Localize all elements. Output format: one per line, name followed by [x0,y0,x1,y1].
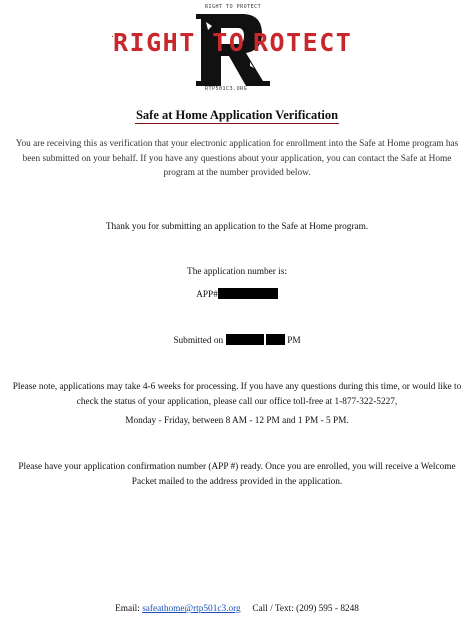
submitted-line [12,334,462,349]
phone-label: Call / Text: [252,604,294,614]
email-link[interactable]: safeathome@rtp501c3.org [142,604,241,614]
confirmation-note: Please have your application confirmation number (APP #) ready. Once you are enrolled, you will receive a Welcome Packet mailed to the address provided in the application. [18,462,456,487]
document-title-text: Safe at Home Application Verification [135,108,339,122]
redacted-submission-date [226,334,264,345]
email-label: Email: [115,604,140,614]
app-prefix: APP# [196,290,218,300]
logo-tagline-bottom: RTP501C3.ORG [205,86,248,92]
contact-footer [0,602,474,616]
document-title [0,106,474,124]
thanks-paragraph: Thank you for submitting an application to the Safe at Home program. [105,222,369,232]
right-to-protect-logo [0,0,474,100]
logo-word-right: ROTECT [253,28,353,57]
redacted-application-number [218,288,278,299]
logo-tagline-top: RIGHT TO PROTECT [205,4,262,10]
submitted-suffix: PM [287,336,301,346]
logo-word-left: RIGHT TO [113,28,246,57]
redacted-submission-time [266,334,285,345]
application-number-line [12,288,462,303]
office-hours: Monday - Friday, between 8 AM - 12 PM and 1 PM - 5 PM. [125,416,349,426]
phone-number: (209) 595 - 8248 [296,604,359,614]
processing-note: Please note, applications may take 4-6 weeks for processing. If you have any questions during this time, or would like to check the status of your application, please call our office toll-free at 1-877-322-5227, [12,382,462,407]
intro-paragraph: You are receiving this as verification that your electronic application for enrollment into the Safe at Home program has been submitted on your behalf. If you have any questions about your application, you can contact the Safe at Home program at the number provided below. [15,139,459,178]
submitted-prefix: Submitted on [173,336,224,346]
application-number-label: The application number is: [187,267,287,277]
